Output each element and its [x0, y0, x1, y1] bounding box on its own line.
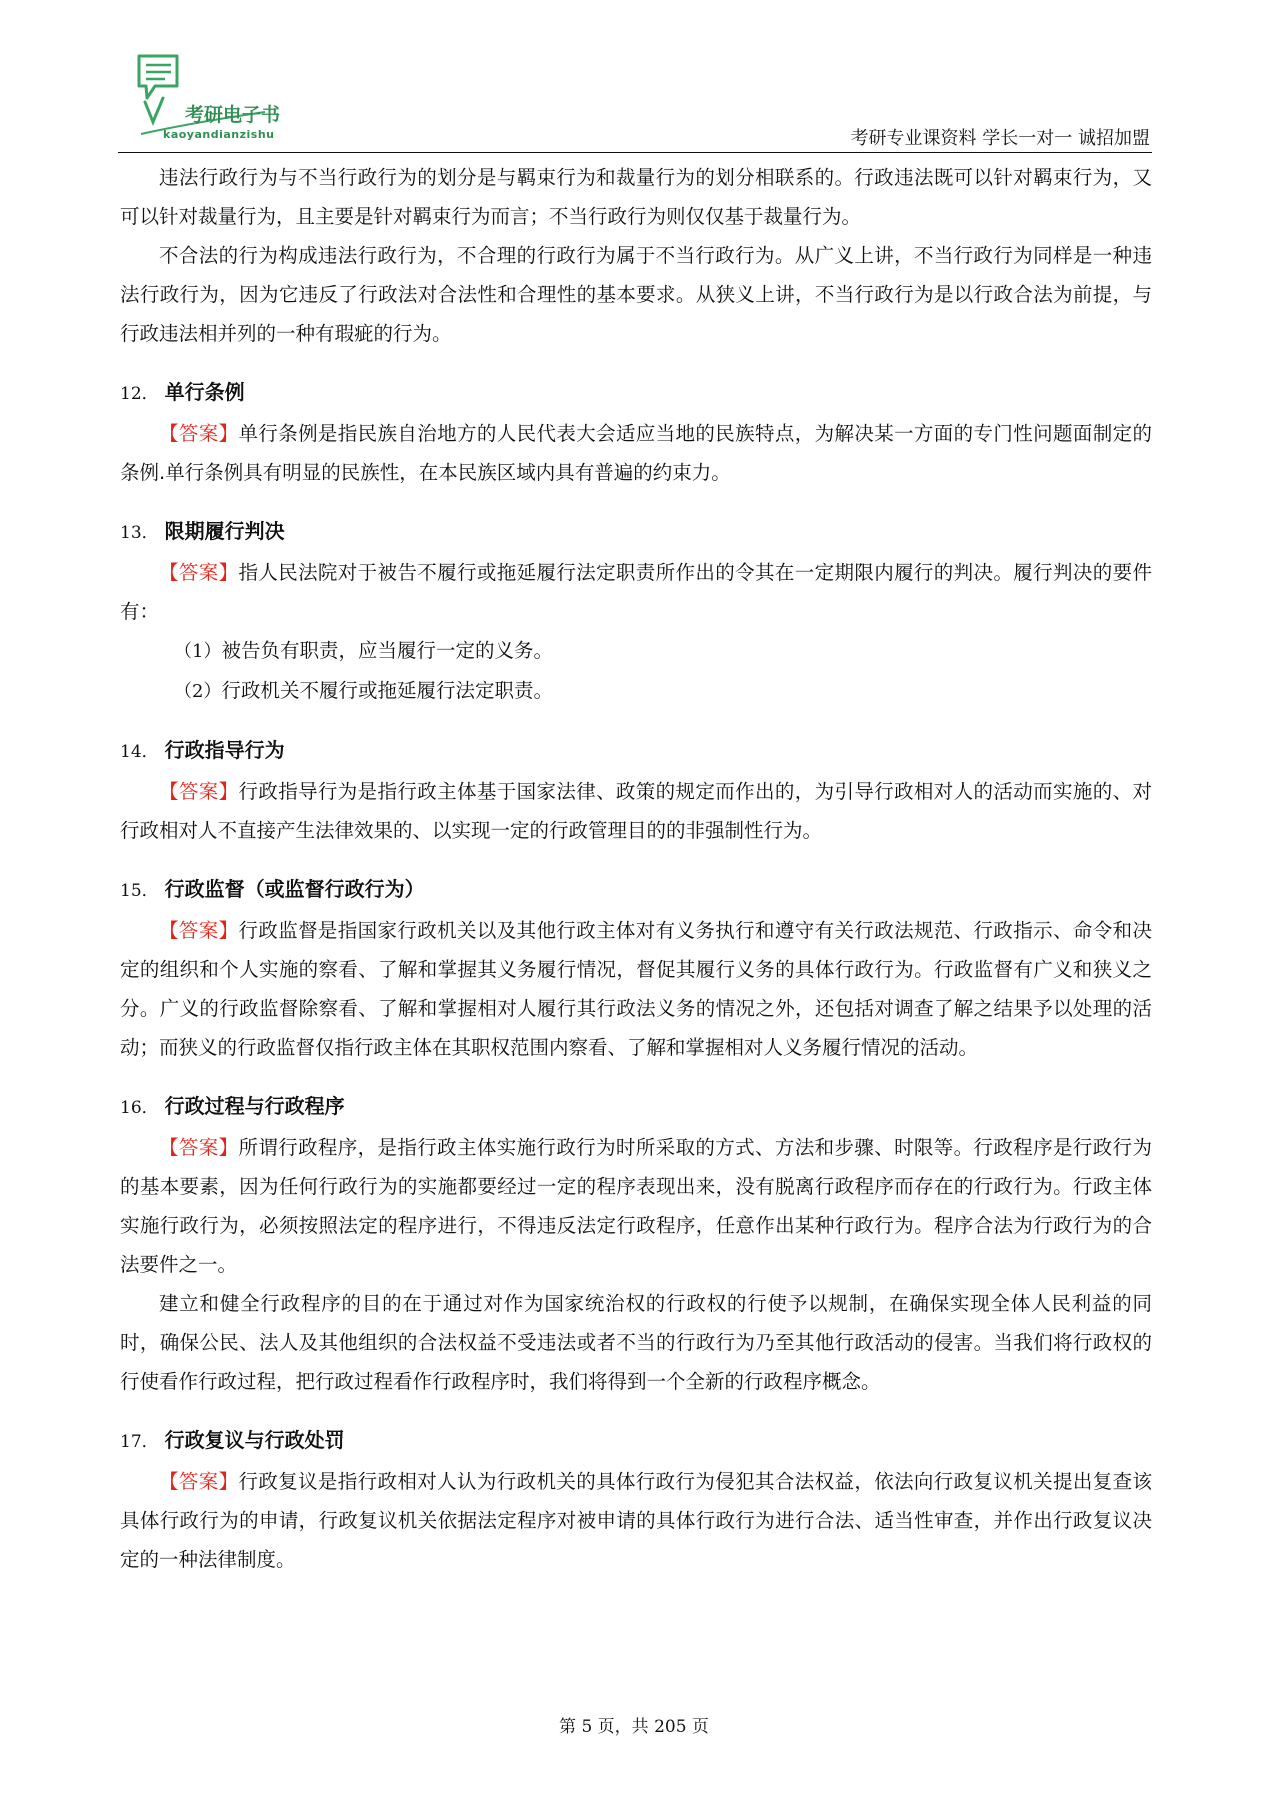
- term-title: 行政复议与行政处罚: [164, 1428, 345, 1452]
- answer-paragraph: [120, 553, 1152, 631]
- answer-tag: 【答案】: [159, 1136, 239, 1159]
- answer-paragraph: [120, 1128, 1152, 1284]
- term-title: 单行条例: [164, 380, 245, 404]
- term-title: 行政监督（或监督行政行为）: [164, 877, 425, 901]
- answer-text: 行政指导行为是指行政主体基于国家法律、政策的规定而作出的，为引导行政相对人的活动而实施的、对行政相对人不直接产生法律效果的、以实现一定的行政管理目的的非强制性行为。: [120, 780, 1152, 842]
- term-number: 14．: [120, 742, 159, 762]
- header-tagline: 考研专业课资料 学长一对一 诚招加盟: [850, 128, 1150, 149]
- list-item-text: 行政机关不履行或拖延履行法定职责。: [221, 679, 553, 702]
- answer-tag: 【答案】: [159, 422, 239, 445]
- header-divider: [118, 152, 1152, 153]
- list-item: [120, 671, 1152, 711]
- page-content: [120, 158, 1152, 1579]
- answer-tag: 【答案】: [159, 780, 239, 803]
- term-title: 行政过程与行政程序: [164, 1094, 345, 1118]
- logo-pinyin: kaoyandianzishu: [163, 128, 275, 141]
- term-heading: [120, 1086, 1152, 1128]
- term-heading: [120, 1420, 1152, 1462]
- answer-paragraph: [120, 1462, 1152, 1579]
- page-number: 第 5 页，共 205 页: [559, 1717, 709, 1737]
- list-item-number: （2）: [174, 681, 222, 702]
- term-heading: [120, 869, 1152, 911]
- intro-paragraph: 违法行政行为与不当行政行为的划分是与羁束行为和裁量行为的划分相联系的。行政违法既可以针对羁束行为，又可以针对裁量行为，且主要是针对羁束行为而言；不当行政行为则仅仅基于裁量行为。: [120, 166, 1152, 228]
- answer-text: 行政复议是指行政相对人认为行政机关的具体行政行为侵犯其合法权益，依法向行政复议机关提出复查该具体行政行为的申请，行政复议机关依据法定程序对被申请的具体行政行为进行合法、适当性审查，并作出行政复议决定的一种法律制度。: [120, 1470, 1152, 1571]
- answer-paragraph: [120, 772, 1152, 850]
- answer-tag: 【答案】: [159, 561, 239, 584]
- answer-text: 所谓行政程序，是指行政主体实施行政行为时所采取的方式、方法和步骤、时限等。行政程序是行政行为的基本要素，因为任何行政行为的实施都要经过一定的程序表现出来，没有脱离行政程序而存在的行政行为。行政主体实施行政行为，必须按照法定的程序进行，不得违反法定行政程序，任意作出某种行政行为。程序合法为行政行为的合法要件之一。: [120, 1136, 1152, 1276]
- term-heading: [120, 372, 1152, 414]
- term-number: 15．: [120, 881, 159, 901]
- intro-paragraph: 不合法的行为构成违法行政行为，不合理的行政行为属于不当行政行为。从广义上讲，不当行政行为同样是一种违法行政行为，因为它违反了行政法对合法性和合理性的基本要求。从狭义上讲，不当行政行为是以行政合法为前提，与行政违法相并列的一种有瑕疵的行为。: [120, 244, 1152, 345]
- list-item-number: （1）: [174, 641, 222, 662]
- answer-paragraph: [120, 911, 1152, 1067]
- term-number: 12．: [120, 384, 159, 404]
- answer-text: 行政监督是指国家行政机关以及其他行政主体对有义务执行和遵守有关行政法规范、行政指示、命令和决定的组织和个人实施的察看、了解和掌握其义务履行情况，督促其履行义务的具体行政行为。行政监督有广义和狭义之分。广义的行政监督除察看、了解和掌握相对人履行其行政法义务的情况之外，还包括对调查了解之结果予以处理的活动；而狭义的行政监督仅指行政主体在其职权范围内察看、了解和掌握相对人义务履行情况的活动。: [120, 919, 1152, 1059]
- list-item-text: 被告负有职责，应当履行一定的义务。: [221, 639, 553, 662]
- answer-text: 单行条例是指民族自治地方的人民代表大会适应当地的民族特点，为解决某一方面的专门性问题面制定的条例.单行条例具有明显的民族性，在本民族区域内具有普遍的约束力。: [120, 422, 1152, 484]
- answer-continuation: 建立和健全行政程序的目的在于通过对作为国家统治权的行政权的行使予以规制，在确保实现全体人民利益的同时，确保公民、法人及其他组织的合法权益不受违法或者不当的行政行为乃至其他行政活动的侵害。当我们将行政权的行使看作行政过程，把行政过程看作行政程序时，我们将得到一个全新的行政程序概念。: [120, 1292, 1152, 1393]
- term-heading: [120, 730, 1152, 772]
- list-item: [120, 631, 1152, 671]
- term-number: 13．: [120, 523, 159, 543]
- answer-text: 指人民法院对于被告不履行或拖延履行法定职责所作出的令其在一定期限内履行的判决。履行判决的要件有：: [120, 561, 1152, 623]
- logo: [135, 52, 285, 152]
- term-heading: [120, 511, 1152, 553]
- term-title: 限期履行判决: [164, 519, 285, 543]
- answer-tag: 【答案】: [159, 1470, 239, 1493]
- term-title: 行政指导行为: [164, 738, 285, 762]
- term-number: 17．: [120, 1432, 159, 1452]
- answer-tag: 【答案】: [159, 919, 239, 942]
- answer-paragraph: [120, 414, 1152, 492]
- logo-title: 考研电子书: [185, 104, 281, 126]
- term-number: 16．: [120, 1098, 159, 1118]
- page-header: [0, 0, 1268, 160]
